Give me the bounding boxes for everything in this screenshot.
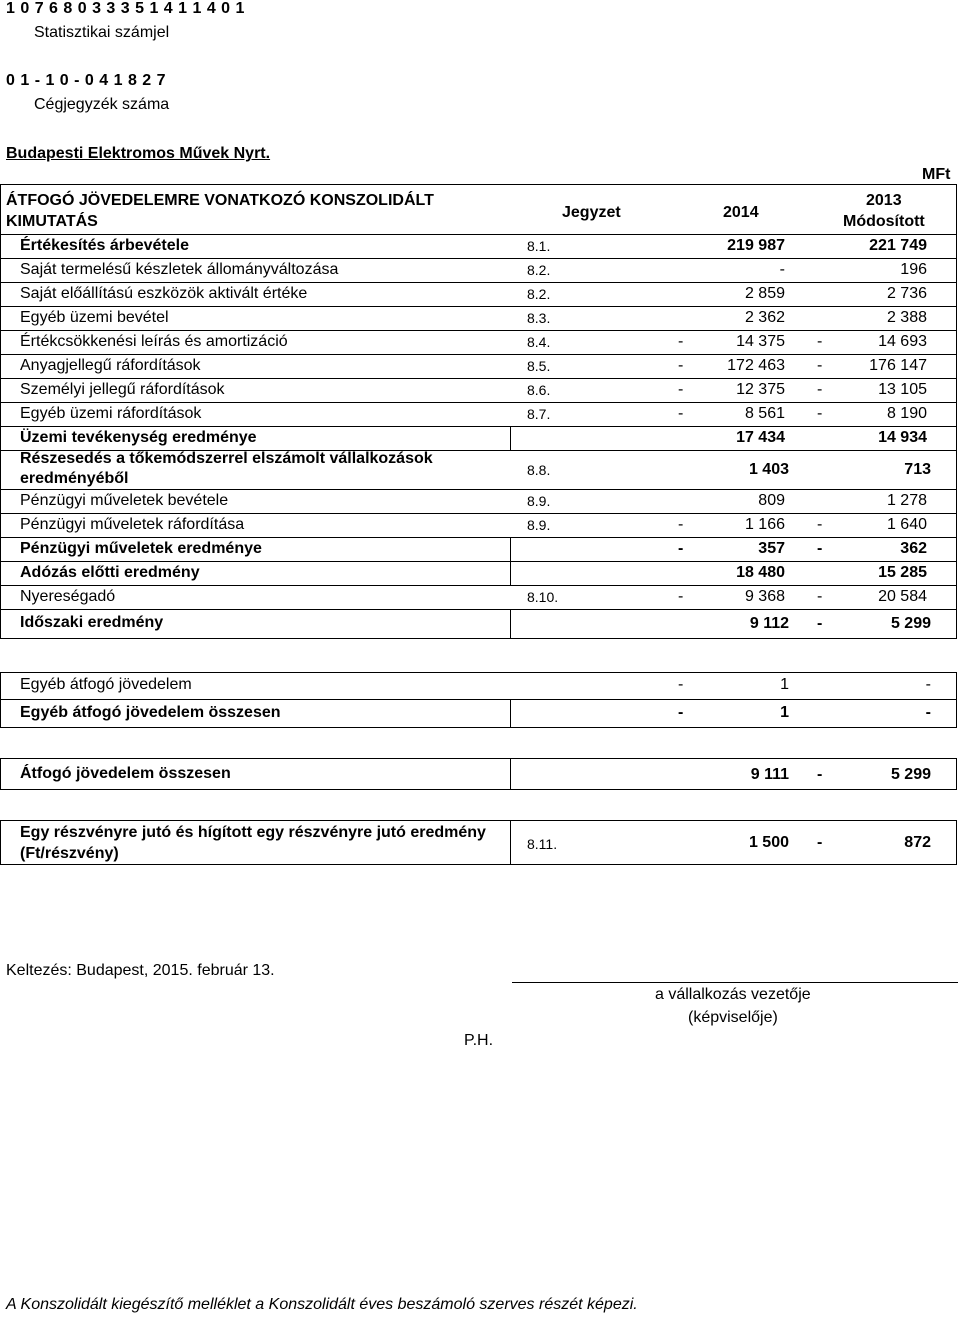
- row-2013-value: 1 278: [886, 492, 927, 509]
- row-label: Nyereségadó: [20, 588, 116, 605]
- row-2014-value: 809: [758, 492, 785, 509]
- table-row: [0, 378, 956, 402]
- statistical-id-label: Statisztikai számjel: [34, 24, 170, 41]
- eps-2013: 872: [904, 834, 931, 851]
- row-note: 8.5.: [527, 358, 551, 374]
- row-2013-value: 13 105: [878, 381, 927, 398]
- row-label: Pénzügyi műveletek ráfordítása: [20, 516, 245, 533]
- footnote: A Konszolidált kiegészítő melléklet a Konszolidált éves beszámoló szerves részét képezi.: [6, 1296, 638, 1313]
- period-result-2013: 5 299: [890, 615, 931, 632]
- signer-title: a vállalkozás vezetője: [655, 986, 811, 1003]
- row-2014-sign: -: [678, 405, 684, 422]
- oci-label: Egyéb átfogó jövedelem: [20, 676, 192, 693]
- row-2014-value: 357: [758, 540, 785, 557]
- row-2013-value: 196: [900, 261, 927, 278]
- signature-line: [512, 982, 958, 983]
- row-2013-sign: -: [817, 516, 823, 533]
- equity-method-2013: 713: [904, 461, 931, 478]
- eps-label-line2: (Ft/részvény): [20, 845, 119, 862]
- eps-2014: 1 500: [748, 834, 789, 851]
- table-row: [0, 354, 956, 378]
- row-2014-value: 14 375: [736, 333, 785, 350]
- row-label: Saját előállítású eszközök aktivált értéke: [20, 285, 308, 302]
- row-2014-sign: -: [678, 333, 684, 350]
- total-ci-2013-sign: -: [817, 766, 823, 783]
- row-2014-value: -: [779, 261, 785, 278]
- row-note: 8.10.: [527, 589, 559, 605]
- row-2013-sign: -: [817, 540, 823, 557]
- equity-method-note: 8.8.: [527, 462, 551, 478]
- oci-2013: -: [925, 676, 931, 693]
- oci-2014-sign: -: [678, 676, 684, 693]
- statistical-id: 1 0 7 6 8 0 3 3 3 5 1 4 1 1 4 0 1: [6, 0, 245, 17]
- row-label: Értékcsökkenési leírás és amortizáció: [20, 333, 288, 350]
- row-2013-value: 176 147: [869, 357, 927, 374]
- table-row: [0, 282, 956, 306]
- column-header-2013: 2013: [866, 192, 902, 209]
- registration-number-label: Cégjegyzék száma: [34, 96, 170, 113]
- column-header-2013-restated: Módosított: [843, 213, 925, 230]
- table-title-line2: KIMUTATÁS: [6, 213, 98, 230]
- row-note: 8.9.: [527, 493, 551, 509]
- table-row: [0, 489, 956, 513]
- row-note: 8.9.: [527, 517, 551, 533]
- row-2014-sign: -: [678, 540, 684, 557]
- row-2014-sign: -: [678, 357, 684, 374]
- period-result-2013-sign: -: [817, 615, 823, 632]
- row-label: Pénzügyi műveletek bevétele: [20, 492, 229, 509]
- eps-2013-sign: -: [817, 834, 823, 851]
- eps-label-line1: Egy részvényre jutó és hígított egy részvényre jutó eredmény: [20, 824, 486, 841]
- row-2014-sign: -: [678, 381, 684, 398]
- column-header-note: Jegyzet: [562, 204, 621, 221]
- column-header-2014: 2014: [723, 204, 759, 221]
- row-2013-value: 2 388: [886, 309, 927, 326]
- row-2013-value: 8 190: [886, 405, 927, 422]
- row-label: Adózás előtti eredmény: [20, 564, 200, 581]
- row-2014-sign: -: [678, 588, 684, 605]
- row-2014-value: 9 368: [744, 588, 785, 605]
- row-note: 8.4.: [527, 334, 551, 350]
- row-2013-sign: -: [817, 381, 823, 398]
- row-note: 8.3.: [527, 310, 551, 326]
- company-name: Budapesti Elektromos Művek Nyrt.: [6, 145, 271, 162]
- row-note: 8.2.: [527, 286, 551, 302]
- equity-method-2014: 1 403: [748, 461, 789, 478]
- signer-subtitle: (képviselője): [688, 1009, 778, 1026]
- eps-note: 8.11.: [527, 836, 558, 852]
- currency-unit: MFt: [922, 166, 951, 183]
- row-2014-value: 172 463: [727, 357, 785, 374]
- oci-total-2013: -: [925, 704, 931, 721]
- table-title-line1: ÁTFOGÓ JÖVEDELEMRE VONATKOZÓ KONSZOLIDÁLT: [6, 192, 434, 209]
- registration-number: 0 1 - 1 0 - 0 4 1 8 2 7: [6, 72, 167, 89]
- oci-total-2014: 1: [780, 704, 789, 721]
- row-2014-value: 12 375: [736, 381, 785, 398]
- row-label: Üzemi tevékenység eredménye: [20, 429, 257, 446]
- equity-method-label-line1: Részesedés a tőkemódszerrel elszámolt vállalkozások: [20, 450, 433, 467]
- total-ci-2014: 9 111: [750, 766, 789, 783]
- oci-total-label: Egyéb átfogó jövedelem összesen: [20, 704, 281, 721]
- row-2014-value: 18 480: [736, 564, 785, 581]
- oci-2014: 1: [780, 676, 789, 693]
- table-row: [0, 234, 956, 258]
- total-ci-2013: 5 299: [890, 766, 931, 783]
- table-row: [0, 306, 956, 330]
- table-row: [0, 402, 956, 426]
- row-2013-sign: -: [817, 357, 823, 374]
- row-note: 8.7.: [527, 406, 551, 422]
- table-row: [0, 513, 956, 537]
- row-note: 8.2.: [527, 262, 551, 278]
- row-2014-value: 8 561: [744, 405, 785, 422]
- row-2013-value: 221 749: [869, 237, 927, 254]
- period-result-2014: 9 112: [749, 615, 789, 632]
- row-note: 8.6.: [527, 382, 551, 398]
- row-2014-value: 219 987: [727, 237, 785, 254]
- row-2014-value: 17 434: [736, 429, 785, 446]
- row-2013-value: 362: [900, 540, 927, 557]
- row-2013-sign: -: [817, 588, 823, 605]
- row-2013-value: 2 736: [886, 285, 927, 302]
- row-2013-value: 20 584: [878, 588, 927, 605]
- row-2013-value: 14 934: [878, 429, 927, 446]
- row-label: Személyi jellegű ráfordítások: [20, 381, 225, 398]
- period-result-label: Időszaki eredmény: [20, 614, 164, 631]
- row-2014-value: 1 166: [744, 516, 785, 533]
- row-2013-value: 15 285: [878, 564, 927, 581]
- table-row: [0, 537, 956, 561]
- table-row: [0, 585, 956, 609]
- row-label: Egyéb üzemi bevétel: [20, 309, 169, 326]
- oci-total-2014-sign: -: [678, 704, 684, 721]
- row-2013-sign: -: [817, 405, 823, 422]
- total-ci-label: Átfogó jövedelem összesen: [20, 765, 231, 782]
- row-2013-value: 1 640: [886, 516, 927, 533]
- row-2014-value: 2 859: [744, 285, 785, 302]
- row-label: Értékesítés árbevétele: [20, 237, 189, 254]
- row-label: Pénzügyi műveletek eredménye: [20, 540, 262, 557]
- row-2013-sign: -: [817, 333, 823, 350]
- row-label: Saját termelésű készletek állományváltozása: [20, 261, 339, 278]
- table-row: [0, 330, 956, 354]
- row-label: Egyéb üzemi ráfordítások: [20, 405, 202, 422]
- table-row: [0, 258, 956, 282]
- row-label: Anyagjellegű ráfordítások: [20, 357, 201, 374]
- table-row: [0, 561, 956, 585]
- row-2014-value: 2 362: [744, 309, 785, 326]
- row-2013-value: 14 693: [878, 333, 927, 350]
- stamp-placeholder: P.H.: [464, 1032, 494, 1049]
- date-place: Keltezés: Budapest, 2015. február 13.: [6, 962, 275, 979]
- table-row: [0, 426, 956, 450]
- row-2014-sign: -: [678, 516, 684, 533]
- equity-method-label-line2: eredményéből: [20, 470, 129, 487]
- row-note: 8.1.: [527, 238, 551, 254]
